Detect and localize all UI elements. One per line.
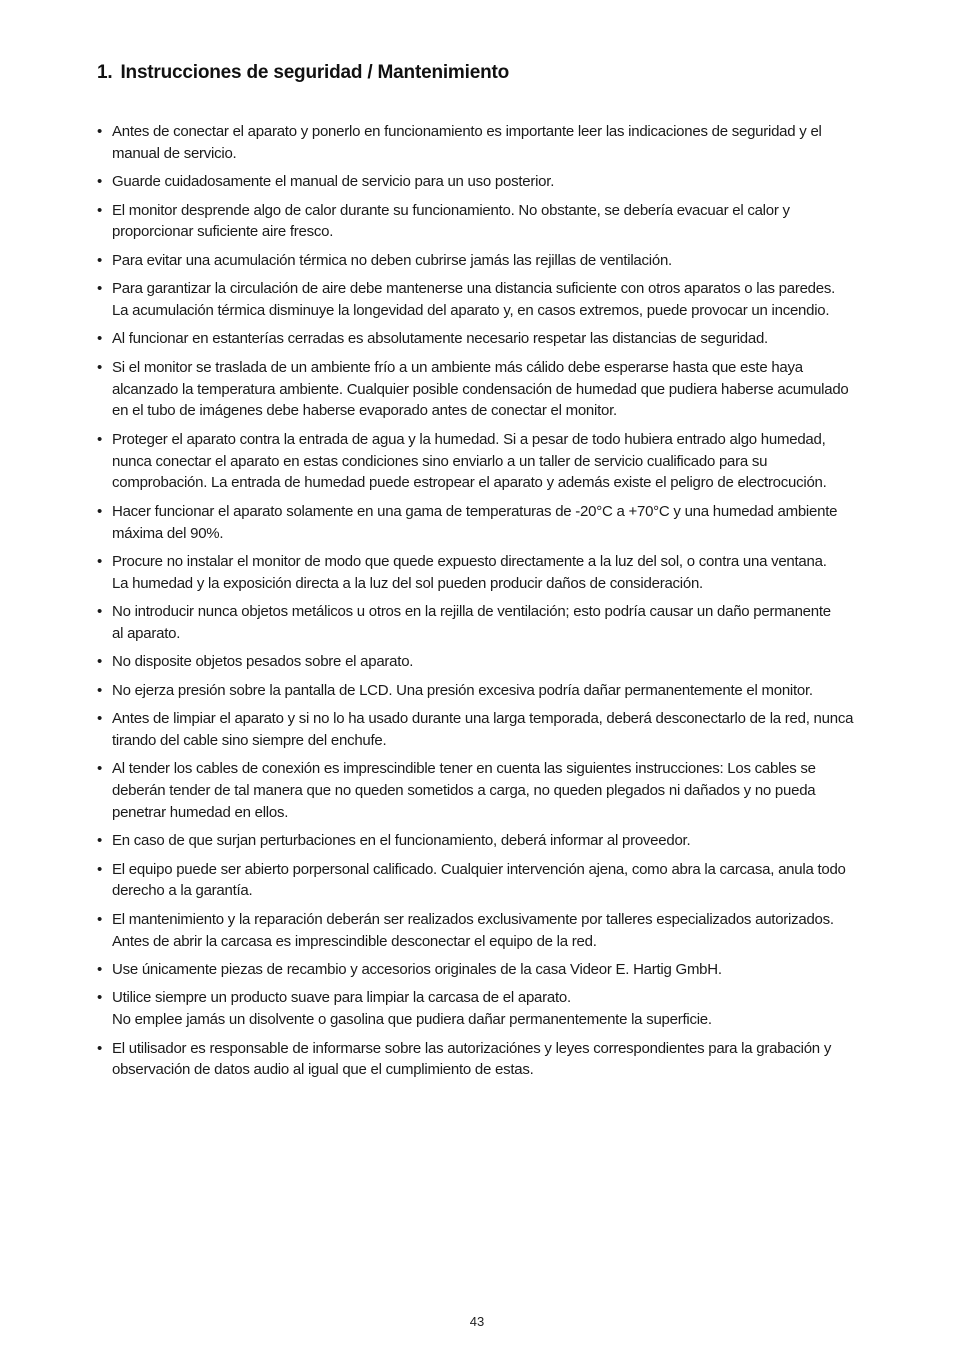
- list-item: [97, 200, 897, 244]
- list-item-line: en el tubo de imágenes debe haberse evaporado antes de conectar el monitor.: [112, 402, 617, 420]
- list-item: [97, 909, 897, 953]
- list-item-line: • Guarde cuidadosamente el manual de servicio para un uso posterior.: [112, 173, 555, 191]
- section-number: 1.: [97, 62, 113, 83]
- list-item: [97, 859, 897, 903]
- list-item-line: • No disposite objetos pesados sobre el aparato.: [112, 653, 414, 671]
- list-item: [97, 551, 897, 595]
- list-item-line: manual de servicio.: [112, 144, 237, 162]
- list-item-line: • Antes de conectar el aparato y ponerlo en funcionamiento es importante leer las indicaciones de seguridad y el: [112, 123, 822, 140]
- list-item: [97, 328, 897, 350]
- list-item-line: comprobación. La entrada de humedad puede estropear el aparato y además existe el peligro de electrocución.: [112, 474, 827, 492]
- list-item-line: • El monitor desprende algo de calor durante su funcionamiento. No obstante, se debería evacuar el calor y: [112, 201, 790, 219]
- list-item-line: penetrar humedad en ellos.: [112, 803, 289, 821]
- list-item-line: • Al tender los cables de conexión es imprescindible tener en cuenta las siguientes instrucciones: Los cables se: [112, 760, 816, 778]
- list-item-line: • Si el monitor se traslada de un ambiente frío a un ambiente más cálido debe esperarse hasta que este haya: [112, 358, 803, 376]
- list-item: [97, 708, 897, 752]
- list-item: [97, 121, 897, 165]
- list-item: [97, 758, 897, 823]
- list-item: [97, 651, 897, 673]
- list-item-line: • No ejerza presión sobre la pantalla de LCD. Una presión excesiva podría dañar permanentemente el monitor.: [112, 681, 813, 699]
- list-item: [97, 250, 897, 272]
- list-item-line: • Antes de limpiar el aparato y si no lo ha usado durante una larga temporada, deberá desconectarlo de la red, nunca: [112, 710, 854, 728]
- list-item-line: La acumulación térmica disminuye la longevidad del aparato y, en casos extremos, puede provocar un incendio.: [112, 301, 830, 319]
- section-title: [97, 62, 509, 84]
- list-item-line: • Proteger el aparato contra la entrada de agua y la humedad. Si a pesar de todo hubiera entrado algo humedad,: [112, 430, 826, 448]
- page-number: 43: [469, 1314, 485, 1329]
- list-item-line: tirando del cable sino siempre del enchufe.: [112, 731, 387, 749]
- list-item-line: • Para garantizar la circulación de aire debe mantenerse una distancia suficiente con otros aparatos o las paredes.: [112, 280, 836, 298]
- list-item-line: proporcionar suficiente aire fresco.: [112, 223, 334, 241]
- list-item: [97, 959, 897, 981]
- list-item-line: nunca conectar el aparato en estas condiciones sino enviarlo a un taller de servicio cualificado para su: [112, 452, 768, 470]
- list-item: [97, 278, 897, 322]
- list-item-line: • Al funcionar en estanterías cerradas es absolutamente necesario respetar las distancias de seguridad.: [112, 330, 768, 348]
- list-item: [97, 171, 897, 193]
- list-item-line: • No introducir nunca objetos metálicos u otros en la rejilla de ventilación; esto podría causar un daño permanente: [112, 603, 831, 621]
- list-item-line: deberán tender de tal manera que no queden sometidos a carga, no queden plegados ni dañados y no pueda: [112, 782, 816, 800]
- list-item-line: • Use únicamente piezas de recambio y accesorios originales de la casa Videor E. Hartig GmbH.: [112, 960, 722, 978]
- list-item-line: • El equipo puede ser abierto porpersonal calificado. Cualquier intervención ajena, como abra la carcasa, anula todo: [112, 860, 846, 878]
- list-item: [97, 601, 897, 645]
- list-item: [97, 1038, 897, 1082]
- list-item: [97, 987, 897, 1031]
- list-item-line: • En caso de que surjan perturbaciones en el funcionamiento, deberá informar al proveedor.: [112, 832, 691, 850]
- list-item-line: • Utilice siempre un producto suave para limpiar la carcasa de el aparato.: [112, 989, 571, 1007]
- list-item: [97, 501, 897, 545]
- list-item: [97, 680, 897, 702]
- list-item-line: La humedad y la exposición directa a la luz del sol pueden producir daños de consideración.: [112, 574, 703, 592]
- list-item-line: No emplee jamás un disolvente o gasolina que pudiera dañar permanentemente la superficie.: [112, 1011, 712, 1029]
- list-item-line: • El utilisador es responsable de informarse sobre las autorizaciónes y leyes correspondientes para la grabación y: [112, 1039, 832, 1057]
- list-item-line: • Para evitar una acumulación térmica no deben cubrirse jamás las rejillas de ventilación.: [112, 251, 672, 269]
- safety-instructions-list: [97, 121, 897, 1088]
- list-item: [97, 357, 897, 422]
- list-item: [97, 830, 897, 852]
- list-item-line: derecho a la garantía.: [112, 882, 253, 900]
- list-item-line: • El mantenimiento y la reparación deberán ser realizados exclusivamente por talleres especializados autorizados.: [112, 910, 834, 928]
- list-item-line: Antes de abrir la carcasa es imprescindible desconectar el equipo de la red.: [112, 932, 597, 950]
- list-item-line: alcanzado la temperatura ambiente. Cualquier posible condensación de humedad que pudiera haberse acumulado: [112, 380, 849, 398]
- section-title-text: Instrucciones de seguridad / Mantenimiento: [120, 62, 510, 83]
- list-item-line: máxima del 90%.: [112, 524, 224, 542]
- list-item-line: al aparato.: [112, 624, 181, 642]
- list-item-line: observación de datos audio al igual que el cumplimiento de estas.: [112, 1061, 534, 1079]
- list-item-line: • Hacer funcionar el aparato solamente en una gama de temperaturas de -20°C a +70°C y una humedad ambiente: [112, 502, 838, 520]
- list-item-line: • Procure no instalar el monitor de modo que quede expuesto directamente a la luz del sol, o contra una ventana.: [112, 552, 827, 570]
- list-item: [97, 429, 897, 494]
